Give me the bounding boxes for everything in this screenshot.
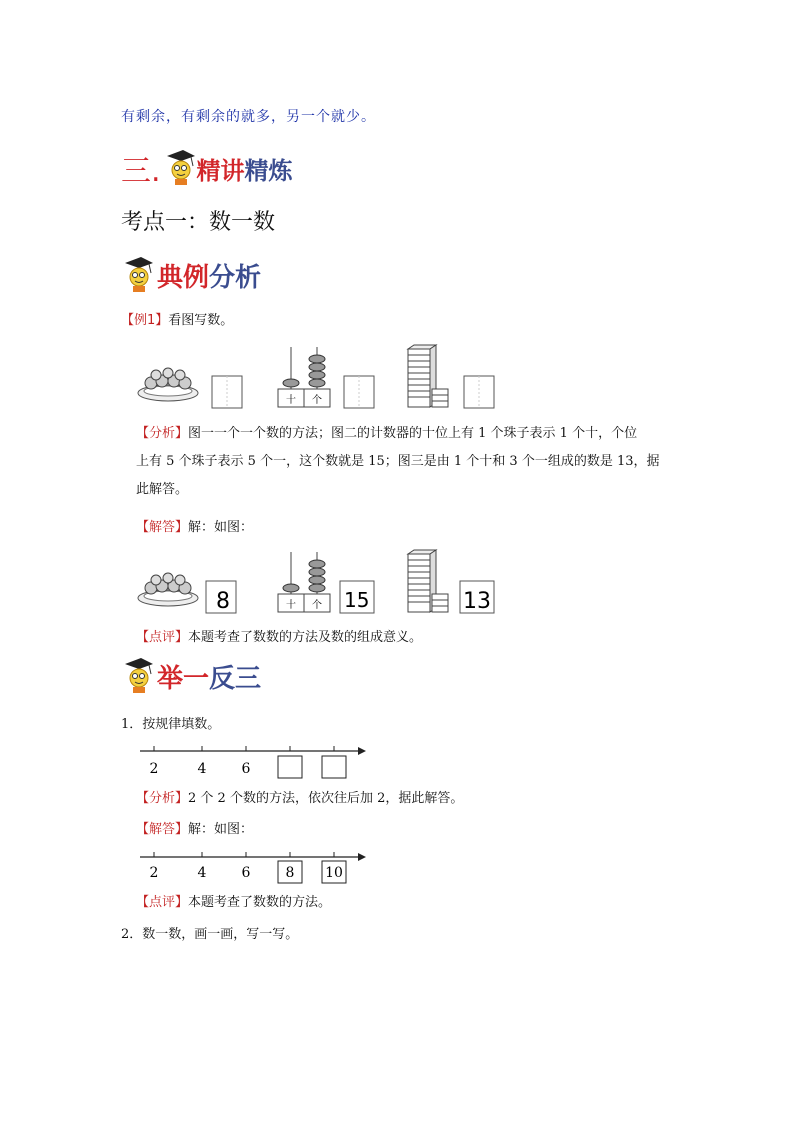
q1-number: 1． [121,717,143,732]
abacus-ones-label: 个 [312,395,322,406]
q1-answer-text: 解：如图： [188,822,254,837]
dianli-title-part1: 典例 [157,262,210,293]
q1-analysis-tag: 【分析】 [136,791,189,806]
analysis-line-1: 图一一个一个数的方法；图二的计数器的十位上有 1 个珠子表示 1 个十，个位 [188,426,638,441]
tick-label: 6 [241,865,251,881]
analysis-line-3: 此解答。 [136,482,189,497]
tick-label: 4 [197,865,207,881]
tick-label: 4 [197,761,207,777]
q2-number: 2． [121,927,143,942]
juyi-heading [121,656,261,696]
blank-box [278,756,302,778]
example-1-comment-row [136,624,422,652]
tick-label: 2 [149,865,159,881]
mascot-icon [121,255,155,295]
abacus-tens-label: 十 [286,600,296,611]
example-1-answer-row [136,514,253,542]
dish-icon [138,368,198,401]
answer-tag: 【解答】 [136,520,189,535]
example-1-figure [136,343,496,413]
q1-analysis-text: 2 个 2 个数的方法，依次往后加 2，据此解答。 [188,791,464,806]
cube-blocks-icon [408,550,448,612]
answer-text: 解：如图： [188,520,254,535]
abacus-icon [278,347,330,407]
dish-icon [138,573,198,606]
q1-analysis-row [136,785,463,813]
q1-row [121,711,220,739]
analysis-line-2: 上有 5 个珠子表示 5 个一，这个数就是 15；图三是由 1 个十和 3 个一组成的数是 13，据 [136,454,660,469]
example-1-question-row [121,307,233,335]
section-3-heading [121,146,293,190]
q1-text: 按规律填数。 [142,717,221,732]
example-1-question: 看图写数。 [168,313,234,328]
q1-comment-tag: 【点评】 [136,895,189,910]
q1-answer-row [136,816,253,844]
section-3-title-part2: 精炼 [244,156,293,185]
section-3-number: 三. [121,154,161,189]
juyi-title-part2: 反三 [209,663,262,694]
intro-line: 有剩余，有剩余的就多，另一个就少。 [121,109,376,125]
blank-box [322,756,346,778]
abacus-ones-label: 个 [312,600,322,611]
answer-value-3: 13 [463,589,491,614]
comment-tag: 【点评】 [136,630,189,645]
answer-value-1: 8 [216,589,230,614]
q1-comment-row [136,889,331,917]
juyi-title-part1: 举一 [157,663,210,694]
abacus-icon [278,552,330,612]
number-line-icon [136,849,368,889]
dianli-heading [121,255,261,295]
example-1-answer-figure [136,548,496,618]
q2-row [121,921,298,949]
tick-label: 6 [241,761,251,777]
section-3-title-part1: 精讲 [196,156,245,185]
q1-comment-text: 本题考查了数数的方法。 [188,895,332,910]
comment-text: 本题考查了数数的方法及数的组成意义。 [188,630,423,645]
cube-blocks-icon [408,345,448,407]
filled-value: 8 [285,865,295,881]
abacus-tens-label: 十 [286,395,296,406]
q1-answer-tag: 【解答】 [136,822,189,837]
filled-value: 10 [325,865,343,881]
tick-label: 2 [149,761,159,777]
example-1-analysis [136,420,696,504]
q2-text: 数一数，画一画，写一写。 [142,927,299,942]
kaodian-heading: 考点一：数一数 [121,210,276,235]
dianli-title-part2: 分析 [209,262,262,293]
example-1-tag: 【例1】 [121,313,169,328]
mascot-icon [163,148,197,188]
analysis-tag: 【分析】 [136,426,189,441]
number-line-icon [136,743,368,783]
mascot-icon [121,656,155,696]
answer-value-2: 15 [344,588,370,612]
